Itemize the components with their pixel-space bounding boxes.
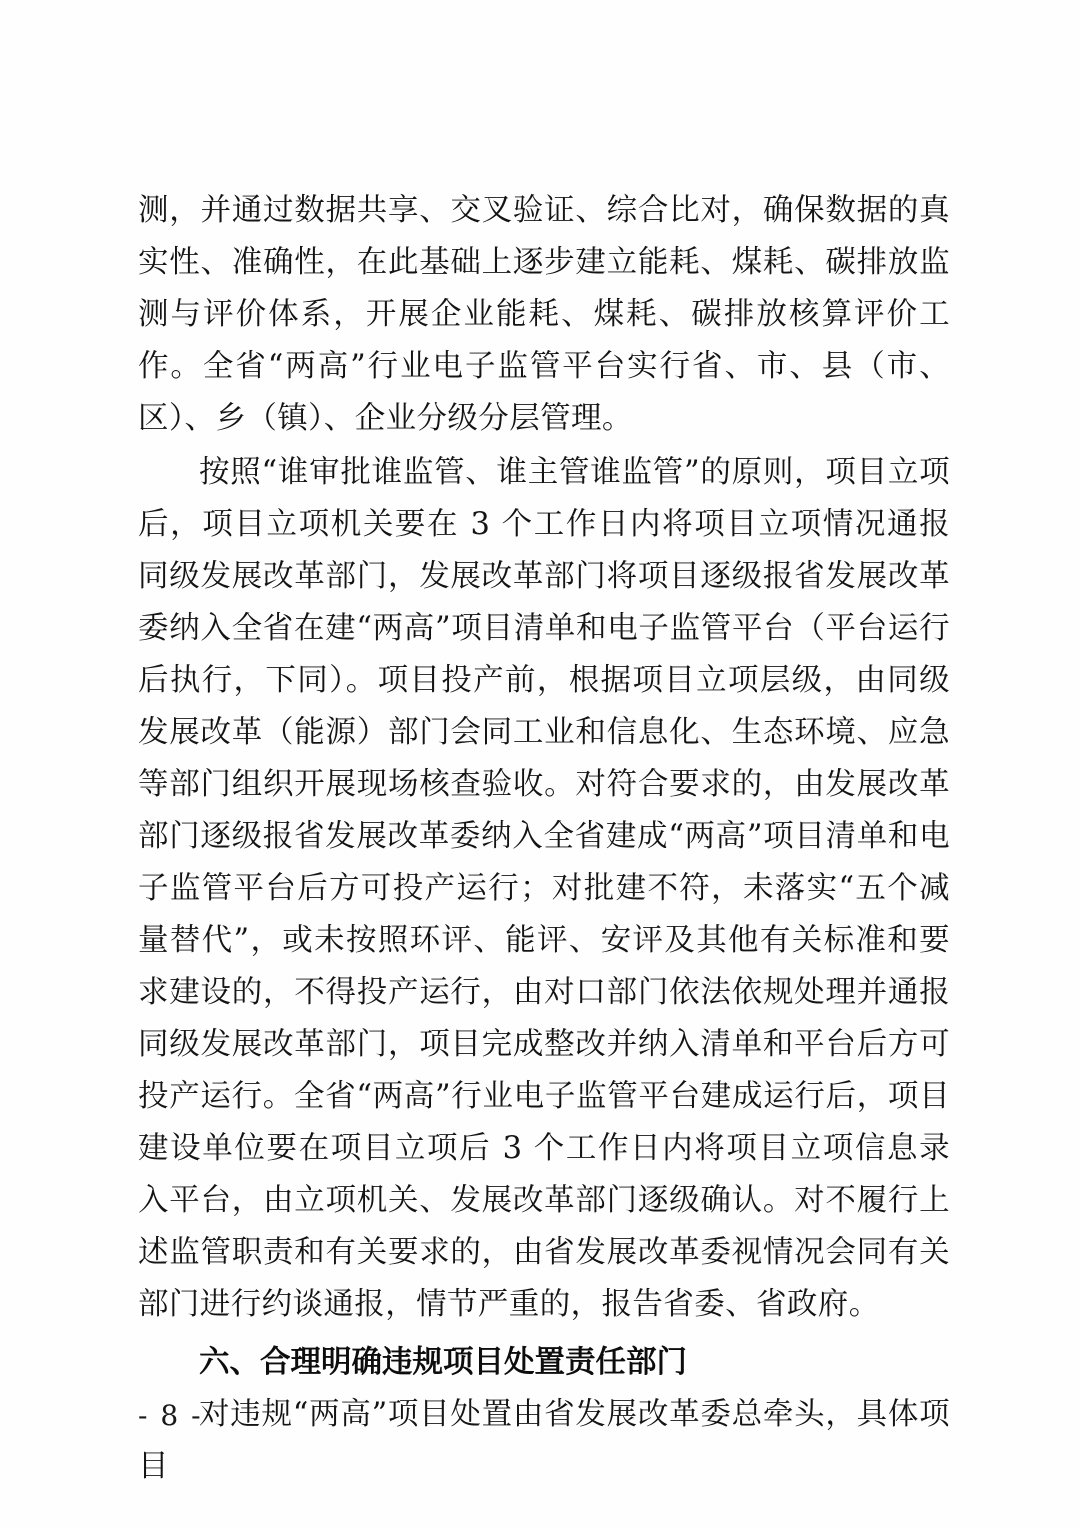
paragraph-section-six: 对违规“两高”项目处置由省发展改革委总牵头，具体项目 xyxy=(138,1397,950,1484)
section-heading-six: 六、合理明确违规项目处置责任部门 xyxy=(199,1345,687,1380)
paragraph-supervision: 按照“谁审批谁监管、谁主管谁监管”的原则，项目立项后，项目立项机关要在 3 个工作日内将项目立项情况通报同级发展改革部门，发展改革部门将项目逐级报省发展改革委纳入全省在建“两高”项目清单和电子监管平台（平台运行后执行，下同）。项目投产前，根据项目立项层级，由同级发展改革（能源）部门会同工业和信息化、生态环境、应急等部门组织开展现场核查验收。对符合要求的，由发展改革部门逐级报省发展改革委纳入全省建成“两高”项目清单和电子监管平台后方可投产运行；对批建不符，未落实“五个减量替代”，或未按照环评、能评、安评及其他有关标准和要求建设的，不得投产运行，由对口部门依法依规处理并通报同级发展改革部门，项目完成整改并纳入清单和平台后方可投产运行。全省“两高”行业电子监管平台建成运行后，项目建设单位要在项目立项后 3 个工作日内将项目立项信息录入平台，由立项机关、发展改革部门逐级确认。对不履行上述监管职责和有关要求的，由省发展改革委视情况会同有关部门进行约谈通报，情节严重的，报告省委、省政府。 xyxy=(138,455,950,1322)
paragraph-continuation: 测，并通过数据共享、交叉验证、综合比对，确保数据的真实性、准确性，在此基础上逐步建立能耗、煤耗、碳排放监测与评价体系，开展企业能耗、煤耗、碳排放核算评价工作。全省“两高”行业电子监管平台实行省、市、县（市、区）、乡（镇）、企业分级分层管理。 xyxy=(138,193,950,436)
page-number: - 8 - xyxy=(138,1399,203,1432)
page-content xyxy=(138,185,950,1493)
